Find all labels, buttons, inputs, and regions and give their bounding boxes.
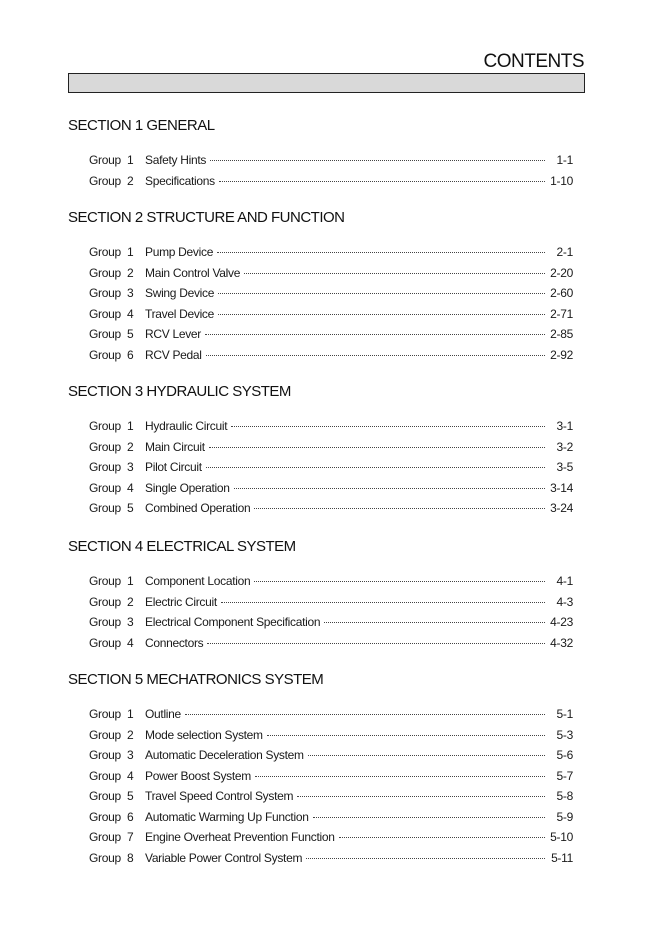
group-label: Group	[89, 748, 121, 762]
group-label: Group	[89, 830, 121, 844]
page-number: 4-3	[556, 594, 573, 609]
entry-title: Component Location	[145, 574, 251, 588]
toc-section	[68, 382, 573, 519]
group-number: 5	[127, 789, 134, 803]
page-number: 5-3	[556, 727, 573, 742]
toc-entry[interactable]	[68, 416, 573, 437]
page-number: 5-11	[551, 850, 573, 865]
group-number: 3	[127, 748, 134, 762]
toc-entry[interactable]	[68, 345, 573, 366]
dot-leader	[218, 314, 545, 315]
dot-leader	[313, 817, 545, 818]
group-label: Group	[89, 768, 121, 783]
entry-title: Connectors	[145, 635, 204, 650]
entry-title: Hydraulic Circuit	[145, 419, 228, 433]
group-label: Group	[89, 347, 121, 362]
group-number: 1	[127, 419, 134, 433]
group-number: 1	[127, 245, 134, 259]
toc-entry[interactable]	[68, 150, 573, 171]
entry-title: Pump Device	[145, 245, 214, 259]
page-number: 1-10	[550, 173, 573, 188]
page-number: 3-5	[556, 460, 573, 474]
entry-title: Safety Hints	[145, 153, 207, 167]
dot-leader	[308, 755, 545, 756]
toc-section	[68, 670, 573, 868]
page-number: 5-6	[556, 748, 573, 762]
page-number: 2-71	[550, 306, 573, 321]
group-number: 2	[127, 439, 134, 454]
dot-leader	[217, 252, 545, 253]
entry-title: Mode selection System	[145, 727, 263, 742]
entry-title: Automatic Deceleration System	[145, 748, 304, 762]
toc-entry[interactable]	[68, 786, 573, 807]
group-number: 3	[127, 615, 134, 629]
page-number: 5-10	[550, 830, 573, 844]
page-number: 1-1	[556, 153, 573, 167]
dot-leader	[231, 426, 545, 427]
group-number: 4	[127, 306, 134, 321]
dot-leader	[221, 602, 545, 603]
dot-leader	[339, 837, 545, 838]
section-title: SECTION 2 STRUCTURE AND FUNCTION	[68, 209, 345, 226]
entry-title: Automatic Warming Up Function	[145, 809, 309, 824]
entry-title: Travel Device	[145, 306, 215, 321]
group-label: Group	[89, 286, 121, 300]
group-number: 4	[127, 635, 134, 650]
toc-entry[interactable]	[68, 242, 573, 263]
group-label: Group	[89, 245, 121, 259]
title-bar	[68, 73, 585, 93]
group-number: 2	[127, 727, 134, 742]
group-label: Group	[89, 501, 121, 515]
dot-leader	[206, 467, 545, 468]
group-number: 6	[127, 347, 134, 362]
toc-section	[68, 208, 573, 365]
group-number: 1	[127, 574, 134, 588]
toc-entry[interactable]	[68, 807, 573, 828]
group-label: Group	[89, 635, 121, 650]
entry-title: Swing Device	[145, 286, 215, 300]
page-number: 3-14	[550, 480, 573, 495]
dot-leader	[219, 181, 545, 182]
group-number: 5	[127, 501, 134, 515]
group-label: Group	[89, 419, 121, 433]
dot-leader	[244, 273, 545, 274]
group-number: 2	[127, 265, 134, 280]
group-number: 5	[127, 327, 134, 341]
page-number: 4-23	[550, 615, 573, 629]
page-number: 2-1	[556, 245, 573, 259]
toc-entry[interactable]	[68, 263, 573, 284]
toc-entry[interactable]	[68, 848, 573, 869]
toc-entry[interactable]	[68, 324, 573, 345]
toc-entry[interactable]	[68, 612, 573, 633]
group-number: 3	[127, 460, 134, 474]
page-number: 5-7	[556, 768, 573, 783]
entry-title: Main Circuit	[145, 439, 205, 454]
dot-leader	[306, 858, 545, 859]
toc-entry[interactable]	[68, 827, 573, 848]
section-title: SECTION 4 ELECTRICAL SYSTEM	[68, 538, 296, 555]
entry-title: Engine Overheat Prevention Function	[145, 830, 335, 844]
group-label: Group	[89, 809, 121, 824]
entry-title: Electrical Component Specification	[145, 615, 321, 629]
group-label: Group	[89, 306, 121, 321]
toc-entry-list	[68, 704, 573, 868]
dot-leader	[297, 796, 545, 797]
group-label: Group	[89, 789, 121, 803]
toc-entry[interactable]	[68, 498, 573, 519]
toc-entry[interactable]	[68, 437, 573, 458]
dot-leader	[210, 160, 545, 161]
entry-title: Single Operation	[145, 480, 230, 495]
page-number: 4-1	[556, 574, 573, 588]
section-title: SECTION 1 GENERAL	[68, 117, 215, 134]
dot-leader	[254, 581, 545, 582]
toc-entry[interactable]	[68, 725, 573, 746]
toc-section	[68, 116, 573, 191]
entry-title: Variable Power Control System	[145, 850, 303, 865]
group-number: 2	[127, 594, 134, 609]
entry-title: Power Boost System	[145, 768, 251, 783]
dot-leader	[267, 735, 545, 736]
toc-entry-list	[68, 242, 573, 365]
dot-leader	[207, 643, 545, 644]
group-label: Group	[89, 153, 121, 167]
toc-entry-list	[68, 150, 573, 191]
entry-title: Combined Operation	[145, 501, 251, 515]
page-number: 3-2	[556, 439, 573, 454]
group-label: Group	[89, 727, 121, 742]
toc-entry[interactable]	[68, 478, 573, 499]
group-number: 1	[127, 707, 134, 721]
group-number: 3	[127, 286, 134, 300]
page-number: 2-60	[550, 286, 573, 300]
page-number: 5-8	[556, 789, 573, 803]
dot-leader	[255, 776, 545, 777]
group-number: 6	[127, 809, 134, 824]
group-label: Group	[89, 707, 121, 721]
group-number: 8	[127, 850, 134, 865]
group-number: 4	[127, 768, 134, 783]
toc-entry-list	[68, 416, 573, 519]
toc-entry[interactable]	[68, 633, 573, 654]
group-number: 2	[127, 173, 134, 188]
group-number: 7	[127, 830, 134, 844]
page-number: 2-92	[550, 347, 573, 362]
entry-title: Main Control Valve	[145, 265, 241, 280]
toc-entry[interactable]	[68, 766, 573, 787]
page-number: 5-1	[556, 707, 573, 721]
group-number: 4	[127, 480, 134, 495]
group-label: Group	[89, 850, 121, 865]
dot-leader	[218, 293, 545, 294]
group-number: 1	[127, 153, 134, 167]
entry-title: RCV Pedal	[145, 347, 202, 362]
dot-leader	[324, 622, 545, 623]
toc-entry-list	[68, 571, 573, 653]
group-label: Group	[89, 173, 121, 188]
toc-entry[interactable]	[68, 457, 573, 478]
entry-title: RCV Lever	[145, 327, 201, 341]
toc-entry[interactable]	[68, 592, 573, 613]
dot-leader	[185, 714, 545, 715]
toc-entry[interactable]	[68, 571, 573, 592]
page-number: 4-32	[550, 635, 573, 650]
section-title: SECTION 5 MECHATRONICS SYSTEM	[68, 671, 324, 688]
toc-entry[interactable]	[68, 283, 573, 304]
toc-entry[interactable]	[68, 304, 573, 325]
page-number: 2-20	[550, 265, 573, 280]
section-title: SECTION 3 HYDRAULIC SYSTEM	[68, 383, 291, 400]
dot-leader	[205, 334, 545, 335]
page-number: 2-85	[550, 327, 573, 341]
entry-title: Travel Speed Control System	[145, 789, 294, 803]
group-label: Group	[89, 615, 121, 629]
entry-title: Specifications	[145, 173, 215, 188]
toc-section	[68, 537, 573, 653]
dot-leader	[206, 355, 545, 356]
group-label: Group	[89, 439, 121, 454]
entry-title: Electric Circuit	[145, 594, 217, 609]
group-label: Group	[89, 594, 121, 609]
page-number: 5-9	[556, 809, 573, 824]
page-number: 3-24	[550, 501, 573, 515]
entry-title: Outline	[145, 707, 181, 721]
group-label: Group	[89, 460, 121, 474]
group-label: Group	[89, 327, 121, 341]
group-label: Group	[89, 480, 121, 495]
toc-entry[interactable]	[68, 171, 573, 192]
dot-leader	[234, 488, 545, 489]
page-number: 3-1	[556, 419, 573, 433]
toc-entry[interactable]	[68, 745, 573, 766]
entry-title: Pilot Circuit	[145, 460, 202, 474]
dot-leader	[254, 508, 545, 509]
dot-leader	[209, 447, 545, 448]
toc-entry[interactable]	[68, 704, 573, 725]
page-title: CONTENTS	[483, 51, 584, 72]
group-label: Group	[89, 574, 121, 588]
group-label: Group	[89, 265, 121, 280]
